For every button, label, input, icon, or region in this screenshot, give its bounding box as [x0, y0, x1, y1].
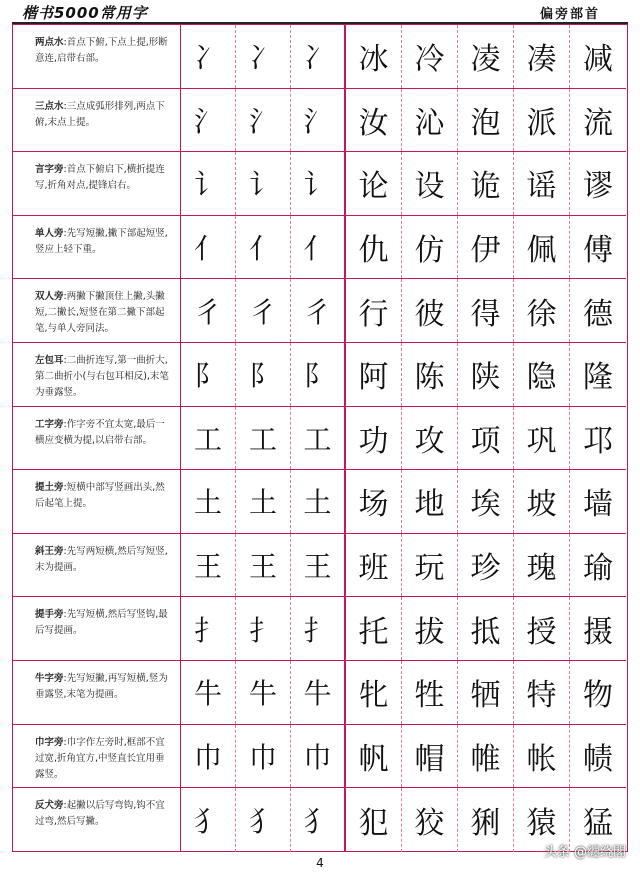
radical-practice-cell: 彳 — [291, 279, 346, 342]
radical-practice-cell: 彳 — [236, 279, 291, 342]
radical-name: 言字旁 — [35, 164, 64, 176]
radical-name: 斜王旁 — [35, 545, 64, 557]
radical-practice-cell: 土 — [236, 470, 291, 533]
colon: : — [63, 355, 67, 366]
example-character: 汝 — [346, 89, 402, 152]
example-character: 牝 — [346, 661, 402, 724]
table-row — [13, 407, 626, 471]
radical-name: 反犬旁 — [35, 800, 64, 812]
example-character: 谬 — [583, 169, 613, 205]
radical-name: 单人旁 — [35, 227, 64, 239]
radical-instruction: 先写两短横,然后写短竖,末为提画。 — [35, 545, 168, 573]
radical-practice-cell: 巾 — [291, 725, 346, 788]
radical-practice-table — [12, 24, 628, 852]
radical-practice-cell: 亻 — [181, 216, 236, 279]
example-character: 佩 — [514, 216, 570, 279]
radical-instruction: 短横中部写竖画出头,然后起笔上提。 — [35, 482, 165, 510]
example-character: 阿 — [346, 343, 402, 406]
table-row — [13, 343, 626, 407]
example-character: 授 — [514, 597, 570, 660]
example-character: 傅 — [583, 233, 613, 269]
example-character: 派 — [514, 89, 570, 152]
radical-instruction: 作字旁不宜太宽,最后一横应变横为提,以启带右部。 — [35, 418, 165, 446]
radical-practice-cell: 牛 — [236, 661, 291, 724]
radical-practice-cell: 犭 — [236, 788, 291, 852]
colon: : — [63, 100, 67, 112]
example-character: 邛 — [583, 423, 613, 459]
radical-description — [13, 597, 181, 660]
radical-practice-cell: 冫 — [291, 25, 346, 88]
example-character: 猛 — [583, 805, 613, 841]
colon: : — [63, 609, 67, 621]
radical-practice-cell: 犭 — [291, 788, 346, 852]
table-row — [13, 152, 626, 216]
radical-practice-cell: 氵 — [181, 89, 236, 152]
radical-instruction: 两撇下撇顶住上撇,头撇短,二撇长,短竖在第二撇下部起笔,与单人旁同法。 — [35, 291, 165, 335]
section-title: 偏旁部首 — [539, 7, 600, 22]
colon: : — [63, 291, 67, 303]
page-number: 4 — [316, 856, 324, 870]
radical-practice-cell: 工 — [181, 407, 236, 470]
example-character: 坡 — [514, 470, 570, 533]
watermark: 头条 @纏绕閣 — [543, 845, 626, 860]
example-character: 猁 — [458, 788, 514, 852]
page-header — [0, 0, 640, 24]
radical-practice-cell: 讠 — [181, 152, 236, 215]
radical-description — [13, 216, 181, 279]
radical-practice-cell: 犭 — [181, 788, 236, 852]
example-character: 瑰 — [514, 534, 570, 597]
colon: : — [63, 736, 67, 748]
radical-name: 提土旁 — [35, 482, 64, 494]
colon: : — [63, 545, 67, 557]
radical-instruction: 二曲折连写,第一曲折大,第二曲折小(与右包耳相反),末笔为垂露竖。 — [35, 355, 169, 398]
table-row — [13, 725, 626, 789]
radical-practice-cell: 扌 — [291, 597, 346, 660]
radical-practice-cell: 牛 — [291, 661, 346, 724]
radical-practice-cell: 阝 — [181, 343, 236, 406]
radical-instruction: 首点下俯,下点上提,形断意连,启带右部。 — [35, 37, 168, 64]
example-character: 攻 — [402, 407, 458, 470]
radical-name: 工字旁 — [35, 418, 64, 430]
example-character: 托 — [346, 597, 402, 660]
example-character: 摄 — [583, 614, 613, 650]
radical-description — [13, 343, 181, 406]
radical-instruction: 三点成弧形排列,两点下俯,末点上提。 — [35, 100, 165, 128]
radical-practice-cell: 土 — [291, 470, 346, 533]
colon: : — [63, 800, 67, 812]
example-character: 牲 — [402, 661, 458, 724]
example-character: 班 — [346, 534, 402, 597]
example-character: 帐 — [514, 725, 570, 788]
radical-practice-cell: 牛 — [181, 661, 236, 724]
radical-name: 双人旁 — [35, 291, 64, 303]
radical-practice-cell: 亻 — [236, 216, 291, 279]
example-character: 冷 — [402, 25, 458, 88]
table-row — [13, 661, 626, 725]
radical-description — [13, 89, 181, 152]
radical-description — [13, 152, 181, 215]
radical-practice-cell: 巾 — [236, 725, 291, 788]
example-character: 沁 — [402, 89, 458, 152]
example-character: 犯 — [346, 788, 402, 852]
example-character: 减 — [583, 42, 613, 78]
radical-practice-cell: 讠 — [236, 152, 291, 215]
radical-practice-cell: 王 — [236, 534, 291, 597]
example-character: 陕 — [458, 343, 514, 406]
example-character: 物 — [583, 678, 613, 714]
radical-practice-cell: 冫 — [236, 25, 291, 88]
example-character: 仇 — [346, 216, 402, 279]
example-character: 隆 — [583, 360, 613, 396]
radical-practice-cell: 亻 — [291, 216, 346, 279]
example-character: 功 — [346, 407, 402, 470]
example-character: 徐 — [514, 279, 570, 342]
radical-practice-cell: 工 — [291, 407, 346, 470]
example-character: 特 — [514, 661, 570, 724]
table-row — [13, 788, 626, 852]
example-character: 凌 — [458, 25, 514, 88]
colon: : — [63, 418, 67, 430]
example-character: 泡 — [458, 89, 514, 152]
colon: : — [63, 482, 67, 494]
radical-practice-cell: 氵 — [291, 89, 346, 152]
radical-description — [13, 279, 181, 342]
example-character: 谣 — [514, 152, 570, 215]
radical-instruction: 先写短撇,再写短横,竖为垂露竖,末笔为提画。 — [35, 673, 168, 700]
radical-practice-cell: 冫 — [181, 25, 236, 88]
radical-practice-cell: 阝 — [291, 343, 346, 406]
example-character: 冰 — [346, 25, 402, 88]
example-character: 德 — [583, 296, 613, 332]
example-character: 抵 — [458, 597, 514, 660]
radical-description — [13, 725, 181, 788]
radical-practice-cell: 氵 — [236, 89, 291, 152]
table-row — [13, 279, 626, 343]
radical-name: 巾字旁 — [35, 736, 64, 748]
example-character: 得 — [458, 279, 514, 342]
example-character: 仿 — [402, 216, 458, 279]
table-row — [13, 89, 626, 153]
example-character: 陈 — [402, 343, 458, 406]
radical-practice-cell: 王 — [291, 534, 346, 597]
example-character: 论 — [346, 152, 402, 215]
radical-name: 牛字旁 — [35, 673, 64, 684]
colon: : — [63, 227, 67, 239]
radical-description — [13, 788, 181, 852]
example-character: 地 — [402, 470, 458, 533]
radical-practice-cell: 阝 — [236, 343, 291, 406]
table-row — [13, 216, 626, 280]
example-character: 帆 — [346, 725, 402, 788]
table-row — [13, 597, 626, 661]
example-character: 狡 — [402, 788, 458, 852]
example-character: 帽 — [402, 725, 458, 788]
table-row — [13, 25, 626, 89]
colon: : — [63, 37, 67, 48]
radical-name: 提手旁 — [35, 609, 64, 621]
table-row — [13, 534, 626, 598]
radical-instruction: 起撇以后写弯钩,钩不宜过弯,然后写撇。 — [35, 800, 165, 828]
example-character: 墙 — [583, 487, 613, 523]
colon: : — [63, 164, 67, 176]
radical-description — [13, 534, 181, 597]
radical-description — [13, 407, 181, 470]
radical-description — [13, 25, 181, 88]
radical-name: 两点水 — [35, 37, 64, 48]
radical-name: 三点水 — [35, 100, 64, 112]
radical-practice-cell: 土 — [181, 470, 236, 533]
radical-description — [13, 661, 181, 724]
example-character: 牺 — [458, 661, 514, 724]
radical-practice-cell: 扌 — [181, 597, 236, 660]
example-character: 瑜 — [583, 551, 613, 587]
radical-practice-cell: 巾 — [181, 725, 236, 788]
radical-description — [13, 470, 181, 533]
radical-practice-cell: 彳 — [181, 279, 236, 342]
example-character: 伊 — [458, 216, 514, 279]
example-character: 帻 — [583, 741, 613, 777]
radical-practice-cell: 王 — [181, 534, 236, 597]
example-character: 设 — [402, 152, 458, 215]
example-character: 猿 — [514, 788, 570, 852]
example-character: 诡 — [458, 152, 514, 215]
example-character: 珍 — [458, 534, 514, 597]
example-character: 隐 — [514, 343, 570, 406]
example-character: 项 — [458, 407, 514, 470]
radical-instruction: 巾字作左旁时,框部不宜过宽,折角宜方,中竖直长宜用垂露竖。 — [35, 736, 165, 780]
radical-instruction: 先写短撇,撇下部起短竖,竖应上轻下重。 — [35, 227, 168, 255]
colon: : — [63, 673, 67, 684]
example-character: 凑 — [514, 25, 570, 88]
radical-name: 左包耳 — [35, 355, 64, 366]
radical-instruction: 先写短横,然后写竖钩,最后写提画。 — [35, 609, 168, 637]
example-character: 流 — [583, 105, 613, 141]
radical-practice-cell: 工 — [236, 407, 291, 470]
example-character: 巩 — [514, 407, 570, 470]
example-character: 行 — [346, 279, 402, 342]
example-character: 场 — [346, 470, 402, 533]
example-character: 帷 — [458, 725, 514, 788]
radical-practice-cell: 扌 — [236, 597, 291, 660]
table-row — [13, 470, 626, 534]
example-character: 拔 — [402, 597, 458, 660]
book-title: 楷书5000常用字 — [22, 4, 148, 22]
radical-practice-cell: 讠 — [291, 152, 346, 215]
example-character: 玩 — [402, 534, 458, 597]
radical-instruction: 首点下俯启下,横折提连写,折角对点,提锋启右。 — [35, 164, 165, 192]
example-character: 埃 — [458, 470, 514, 533]
example-character: 彼 — [402, 279, 458, 342]
